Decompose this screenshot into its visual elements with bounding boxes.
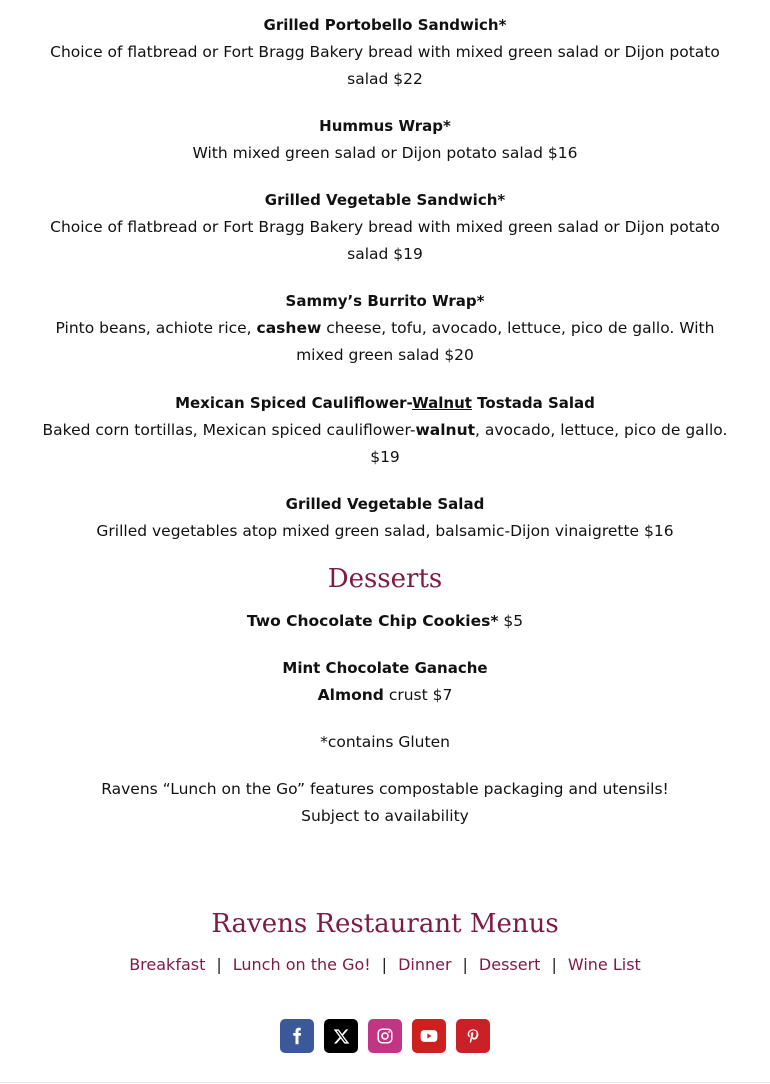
item-name: Grilled Vegetable Sandwich*	[264, 191, 506, 209]
item-name: Sammy’s Burrito Wrap*	[285, 292, 485, 310]
social-links	[0, 1019, 770, 1053]
allergen-walnut: Walnut	[412, 394, 472, 412]
menu-item	[0, 187, 770, 268]
footer-heading: Ravens Restaurant Menus	[211, 909, 559, 939]
note-text: *contains Gluten	[320, 733, 450, 751]
name-text: Tostada Salad	[471, 394, 595, 412]
item-name: Grilled Portobello Sandwich*	[263, 16, 507, 34]
packaging-note	[0, 776, 770, 830]
item-name: Two Chocolate Chip Cookies*	[246, 612, 499, 630]
x-icon[interactable]	[324, 1019, 358, 1053]
link-separator: |	[216, 955, 222, 974]
item-name: Grilled Vegetable Salad	[285, 495, 485, 513]
note-text: Ravens “Lunch on the Go” features compostable packaging and utensils!	[101, 780, 669, 798]
link-separator: |	[381, 955, 388, 974]
link-breakfast[interactable]: Breakfast	[129, 955, 206, 974]
youtube-icon[interactable]	[412, 1019, 446, 1053]
desc-text: cheese, tofu, avocado, lettuce, pico de gallo. With mixed green salad $20	[296, 319, 715, 364]
item-name	[0, 390, 770, 417]
desc-text: crust $7	[383, 686, 453, 704]
availability-text: Subject to availability	[301, 807, 469, 825]
desserts-heading: Desserts	[327, 564, 443, 594]
menu-item	[0, 491, 770, 545]
menu-item	[0, 12, 770, 93]
item-description: Choice of flatbread or Fort Bragg Bakery bread with mixed green salad or Dijon potato salad $22	[50, 43, 720, 88]
allergen-almond: Almond	[317, 686, 384, 704]
link-lunch-on-the-go[interactable]: Lunch on the Go!	[232, 955, 371, 974]
facebook-icon[interactable]	[280, 1019, 314, 1053]
item-description	[0, 315, 770, 369]
link-wine-list[interactable]: Wine List	[567, 955, 641, 974]
allergen-walnut: walnut	[415, 421, 476, 439]
dessert-item	[0, 608, 770, 635]
link-separator: |	[462, 955, 468, 974]
menu-page	[0, 12, 770, 1053]
item-name: Mint Chocolate Ganache	[282, 659, 488, 677]
item-description: With mixed green salad or Dijon potato salad $16	[192, 144, 578, 162]
desc-text: Pinto beans, achiote rice,	[55, 319, 257, 337]
item-description	[0, 417, 770, 471]
desc-text: Baked corn tortillas, Mexican spiced cauliflower-	[42, 421, 416, 439]
dessert-line	[0, 608, 770, 635]
item-description	[0, 682, 770, 709]
footer-divider	[0, 1082, 770, 1083]
pinterest-icon[interactable]	[456, 1019, 490, 1053]
link-dessert[interactable]: Dessert	[478, 955, 541, 974]
item-name: Hummus Wrap*	[319, 117, 451, 135]
instagram-icon[interactable]	[368, 1019, 402, 1053]
dessert-item	[0, 655, 770, 709]
item-price: $5	[498, 612, 524, 630]
gluten-note	[0, 729, 770, 756]
menu-links	[0, 953, 770, 977]
menu-item	[0, 390, 770, 471]
allergen-cashew: cashew	[256, 319, 322, 337]
name-text: Mexican Spiced Cauliflower-	[175, 394, 413, 412]
menu-item	[0, 113, 770, 167]
desc-text: , avocado, lettuce, pico de gallo. $19	[370, 421, 728, 466]
link-separator: |	[551, 955, 557, 974]
item-description: Grilled vegetables atop mixed green salad, balsamic-Dijon vinaigrette $16	[96, 522, 674, 540]
link-dinner[interactable]: Dinner	[398, 955, 452, 974]
menu-item	[0, 288, 770, 369]
item-description: Choice of flatbread or Fort Bragg Bakery bread with mixed green salad or Dijon potato salad $19	[50, 218, 720, 263]
